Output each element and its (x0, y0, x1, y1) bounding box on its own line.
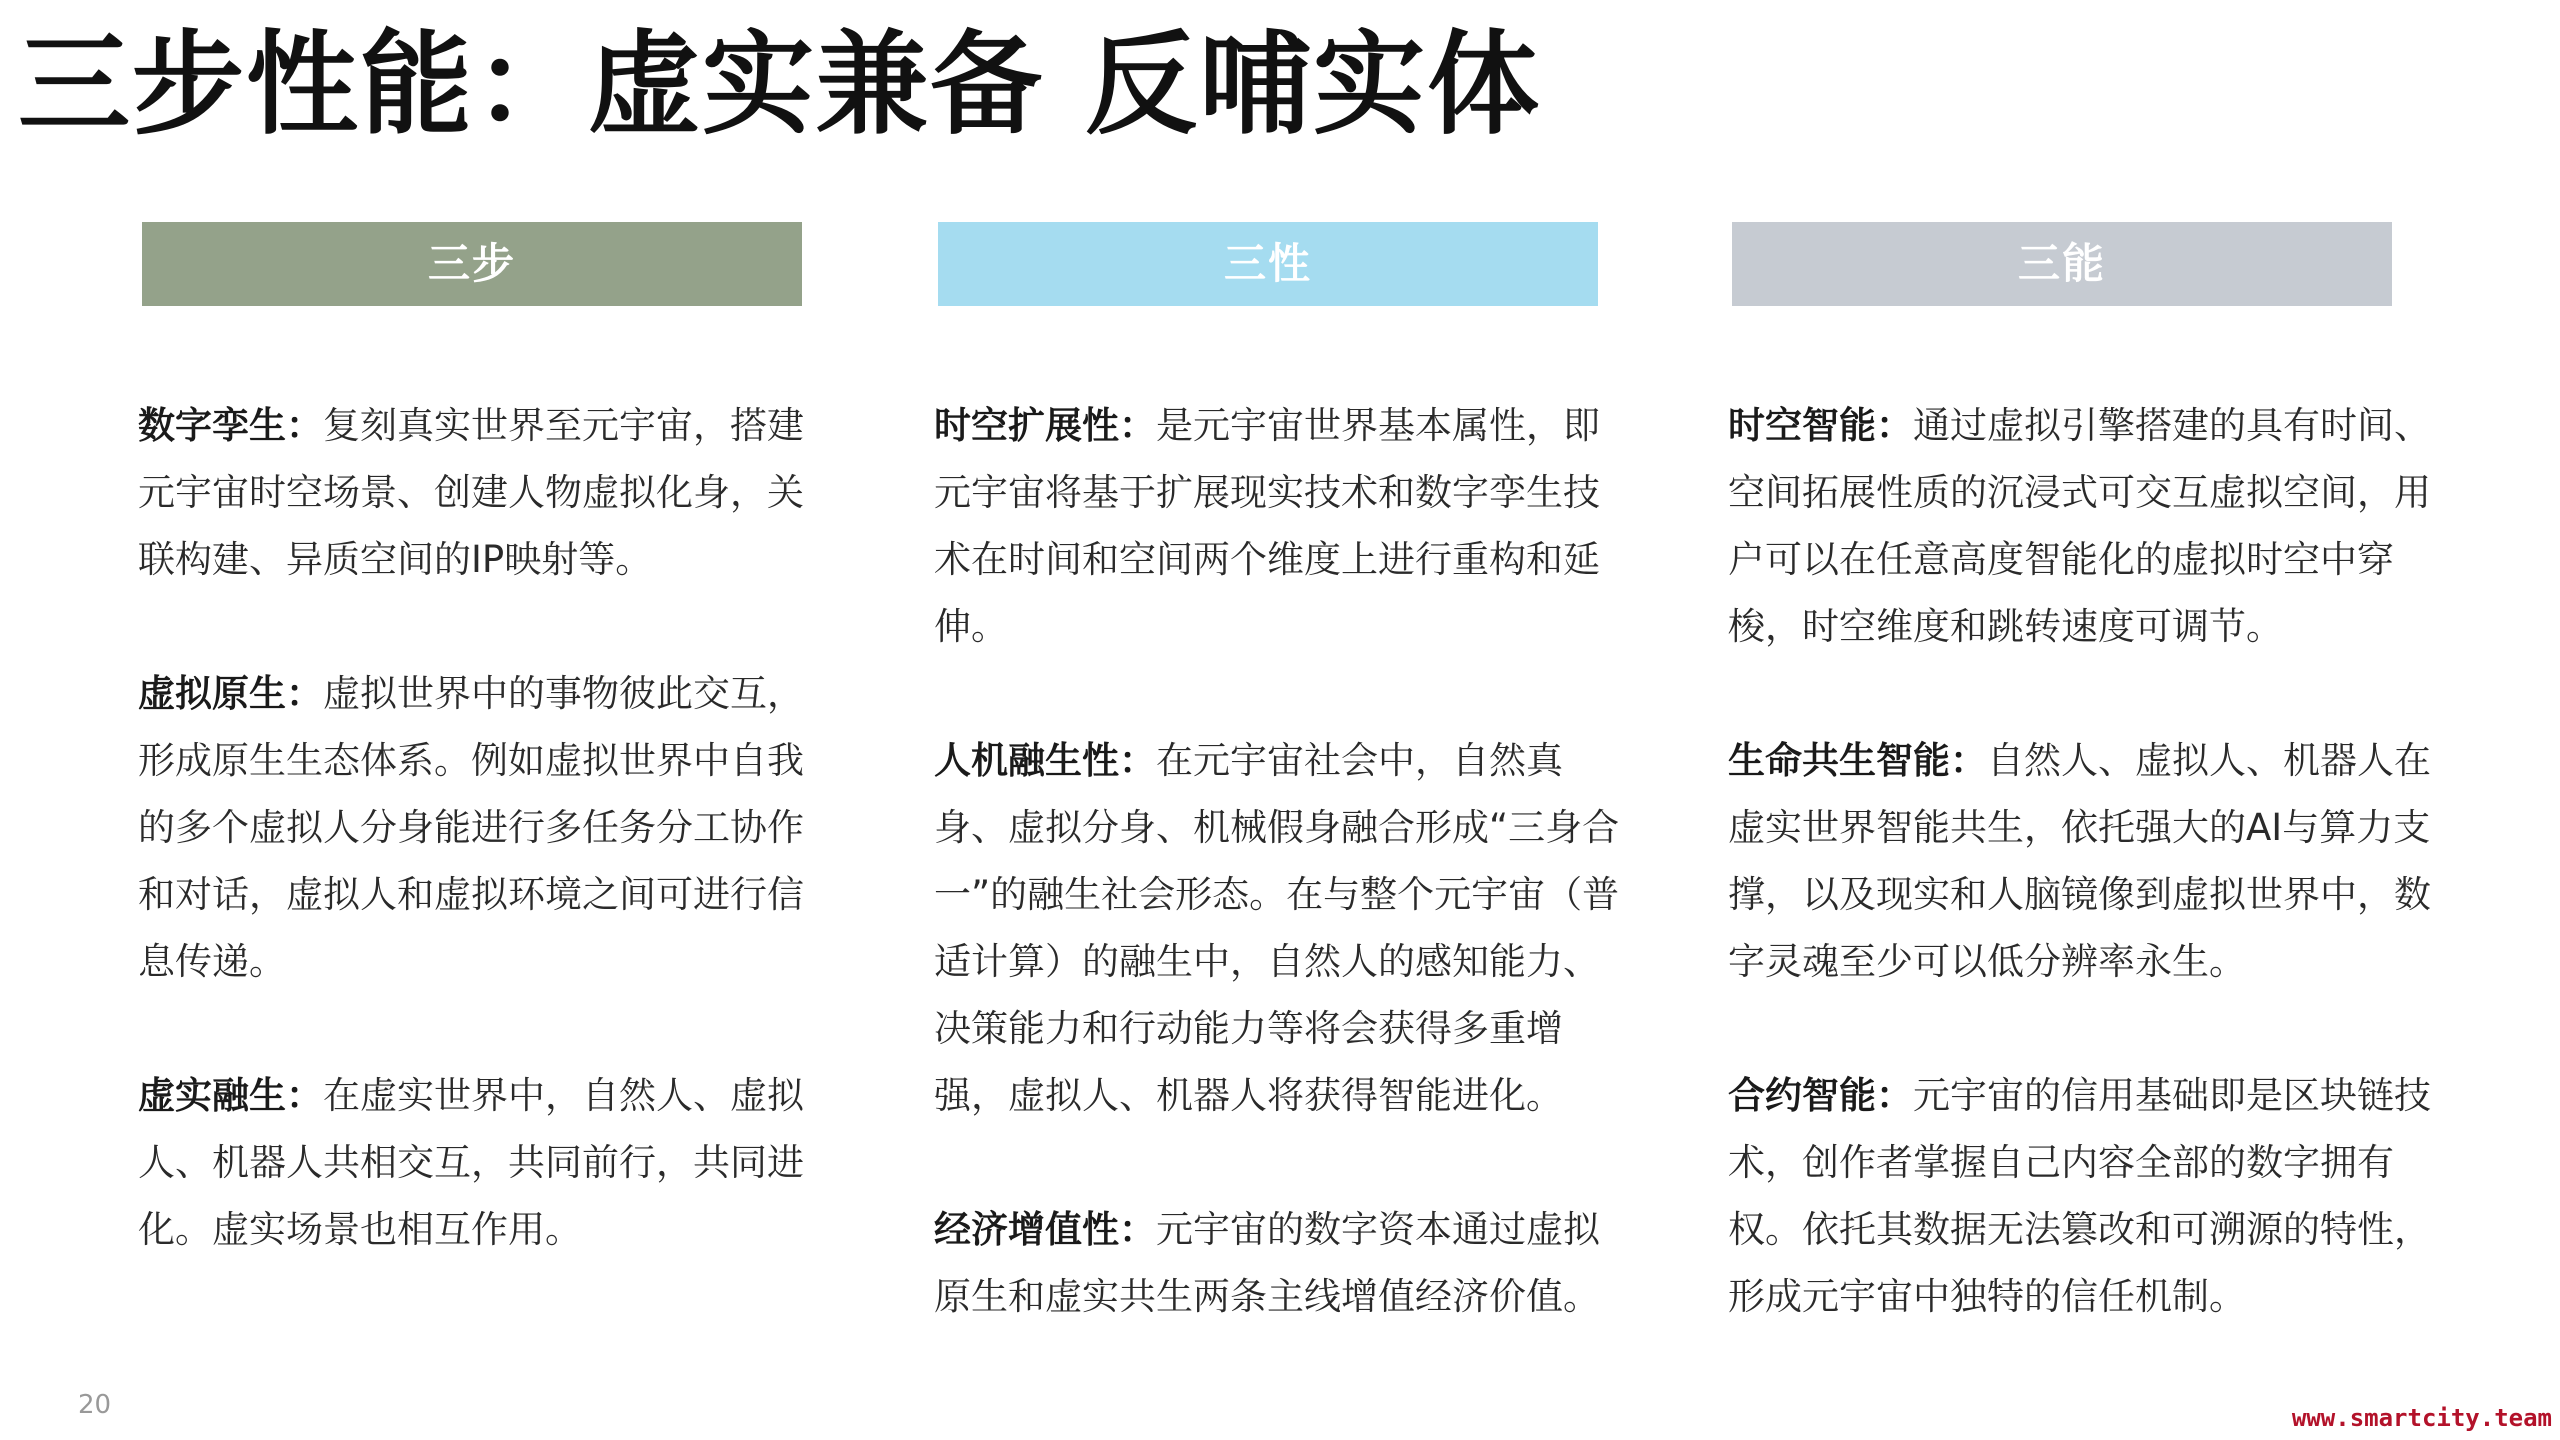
entry-spacetime-extension (934, 392, 1624, 660)
column-three-natures (934, 222, 1620, 1318)
entry-term: 时空智能： (1728, 404, 1913, 447)
entry-term: 虚实融生： (138, 1074, 323, 1117)
entry-text: 元宇宙的信用基础即是区块链技术，创作者掌握自己内容全部的数字拥有权。依托其数据无法篡改和可溯源的特性，形成元宇宙中独特的信任机制。 (1728, 1074, 2431, 1318)
entry-text: 在元宇宙社会中，自然真身、虚拟分身、机械假身融合形成“三身合一”的融生社会形态。在与整个元宇宙（普适计算）的融生中，自然人的感知能力、决策能力和行动能力等将会获得多重增强，虚拟人、机器人将获得智能进化。 (934, 739, 1620, 1117)
entry-text: 是元宇宙世界基本属性，即元宇宙将基于扩展现实技术和数字孪生技术在时间和空间两个维度上进行重构和延伸。 (934, 404, 1600, 648)
slide-title: 三步性能：虚实兼备 反哺实体 (18, 20, 1541, 150)
column-three-abilities (1728, 222, 2431, 1318)
entry-term: 经济增值性： (934, 1208, 1156, 1251)
entry-term: 人机融生性： (934, 739, 1156, 782)
entry-term: 生命共生智能： (1728, 739, 1987, 782)
entry-term: 合约智能： (1728, 1074, 1913, 1117)
entry-virtual-native (138, 660, 818, 995)
page-number: 20 (78, 1390, 112, 1420)
column-body-three-steps (138, 392, 818, 1330)
entry-text: 复刻真实世界至元宇宙，搭建元宇宙时空场景、创建人物虚拟化身，关联构建、异质空间的IP映射等。 (138, 404, 804, 581)
entry-human-machine-fusion (934, 727, 1624, 1129)
entry-term: 时空扩展性： (934, 404, 1156, 447)
entry-text: 元宇宙的数字资本通过虚拟原生和虚实共生两条主线增值经济价值。 (934, 1208, 1600, 1318)
entry-contract-intelligence (1728, 1062, 2448, 1330)
entry-text: 通过虚拟引擎搭建的具有时间、空间拓展性质的沉浸式可交互虚拟空间，用户可以在任意高度智能化的虚拟时空中穿梭，时空维度和跳转速度可调节。 (1728, 404, 2431, 648)
entry-text: 在虚实世界中，自然人、虚拟人、机器人共相交互，共同前行，共同进化。虚实场景也相互作用。 (138, 1074, 804, 1251)
entry-spacetime-intelligence (1728, 392, 2448, 660)
entry-virtual-real-fusion (138, 1062, 818, 1263)
entry-life-symbiosis-intelligence (1728, 727, 2448, 995)
entry-text: 虚拟世界中的事物彼此交互，形成原生生态体系。例如虚拟世界中自我的多个虚拟人分身能进行多任务分工协作和对话，虚拟人和虚拟环境之间可进行信息传递。 (138, 672, 804, 983)
column-body-three-natures (934, 392, 1624, 1397)
column-header-three-abilities: 三能 (1732, 222, 2392, 306)
entry-text: 自然人、虚拟人、机器人在虚实世界智能共生，依托强大的AI与算力支撑，以及现实和人脑镜像到虚拟世界中，数字灵魂至少可以低分辨率永生。 (1728, 739, 2431, 983)
entry-term: 虚拟原生： (138, 672, 323, 715)
column-three-steps (138, 222, 804, 1251)
watermark-url: www.smartcity.team (2291, 1404, 2552, 1432)
entry-term: 数字孪生： (138, 404, 323, 447)
entry-economic-value-add (934, 1196, 1624, 1330)
column-header-three-steps: 三步 (142, 222, 802, 306)
column-header-three-natures: 三性 (938, 222, 1598, 306)
column-body-three-abilities (1728, 392, 2448, 1397)
entry-digital-twin (138, 392, 818, 593)
